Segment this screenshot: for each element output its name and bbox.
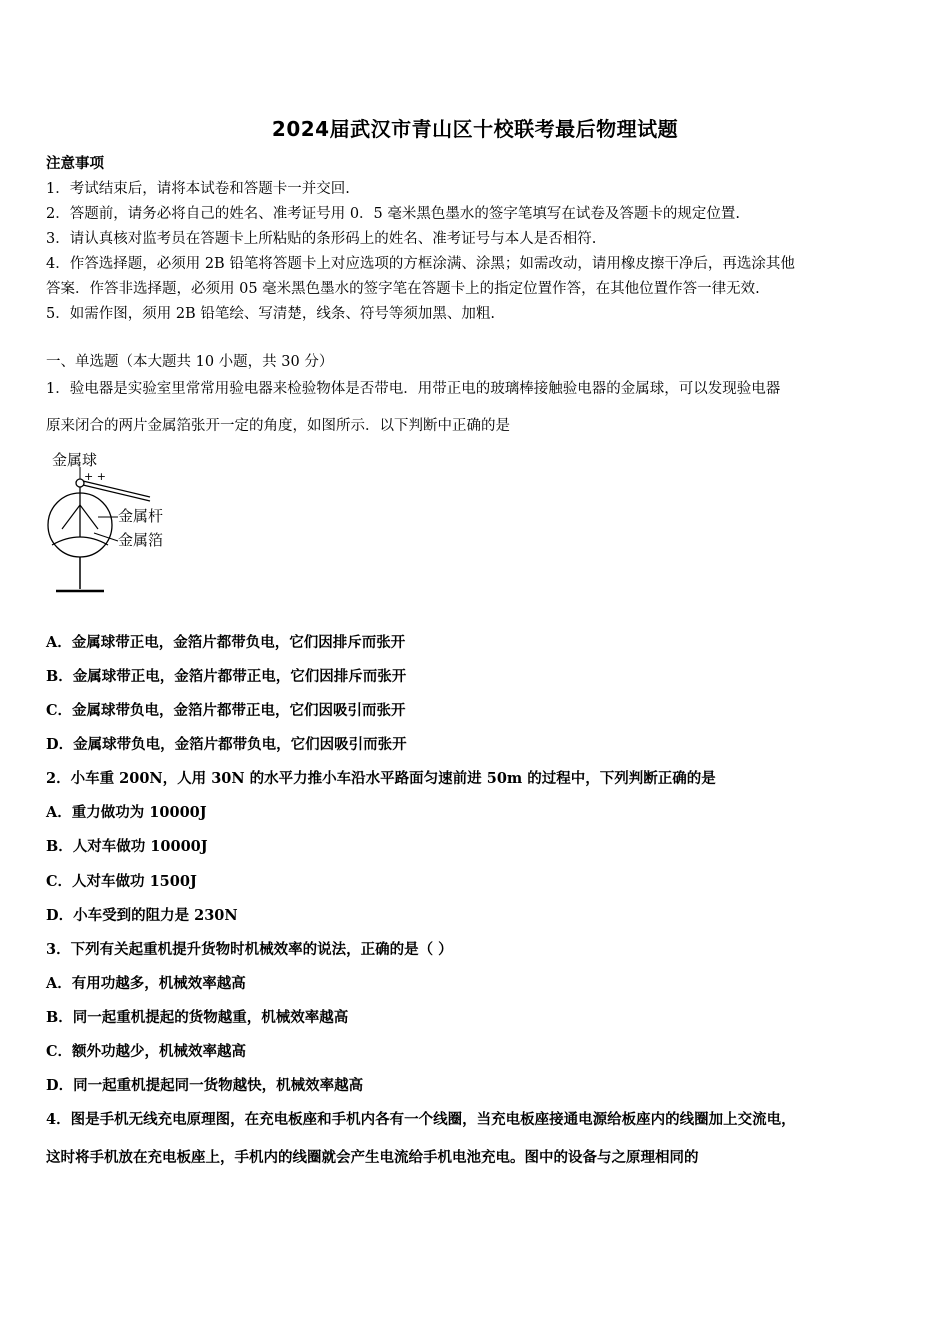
notice-item-4: 4．作答选择题，必须用 2B 铅笔将答题卡上对应选项的方框涂满、涂黑；如需改动，请用橡皮擦干净后，再选涂其他 bbox=[46, 256, 795, 272]
q3-option-d: D．同一起重机提起同一货物越快，机械效率越高 bbox=[46, 1077, 364, 1094]
label-metal-ball: 金属球 bbox=[52, 451, 98, 469]
q4-stem-line2: 这时将手机放在充电板座上，手机内的线圈就会产生电流给手机电池充电。图中的设备与之原理相同的 bbox=[46, 1149, 699, 1166]
page-title: 2024届武汉市青山区十校联考最后物理试题 bbox=[271, 117, 679, 141]
section-heading: 一、单选题（本大题共 10 小题，共 30 分） bbox=[46, 354, 334, 370]
q3-option-b: B．同一起重机提起的货物越重，机械效率越高 bbox=[46, 1009, 349, 1026]
q3-stem: 3．下列有关起重机提升货物时机械效率的说法，正确的是（ ） bbox=[46, 941, 453, 958]
q3-option-a: A．有用功越多，机械效率越高 bbox=[46, 975, 246, 992]
metal-ball bbox=[76, 479, 84, 487]
notice-heading: 注意事项 bbox=[46, 155, 104, 172]
label-charges: + + bbox=[84, 470, 106, 483]
q1-option-a: A．金属球带正电，金箔片都带负电，它们因排斥而张开 bbox=[46, 634, 406, 651]
q2-option-c: C．人对车做功 1500J bbox=[46, 873, 197, 890]
q1-stem-line1: 1．验电器是实验室里常常用验电器来检验物体是否带电．用带正电的玻璃棒接触验电器的金属球，可以发现验电器 bbox=[46, 381, 781, 397]
electroscope-figure bbox=[40, 445, 190, 605]
q1-option-b: B．金属球带正电，金箔片都带正电，它们因排斥而张开 bbox=[46, 668, 407, 685]
notice-item-4-cont: 答案．作答非选择题，必须用 05 毫米黑色墨水的签字笔在答题卡上的指定位置作答，在其他位置作答一律无效. bbox=[46, 281, 760, 297]
metal-foil-right bbox=[80, 505, 98, 529]
q2-option-b: B．人对车做功 10000J bbox=[46, 838, 208, 855]
label-metal-foil: 金属箔 bbox=[118, 531, 164, 549]
q4-stem-line1: 4．图是手机无线充电原理图，在充电板座和手机内各有一个线圈，当充电板座接通电源给板座内的线圈加上交流电， bbox=[46, 1111, 796, 1128]
label-metal-rod: 金属杆 bbox=[118, 507, 164, 525]
q2-option-d: D．小车受到的阻力是 230N bbox=[46, 907, 238, 924]
q1-option-d: D．金属球带负电，金箔片都带负电，它们因吸引而张开 bbox=[46, 736, 407, 753]
glass-rod bbox=[83, 481, 150, 497]
q3-option-c: C．额外功越少，机械效率越高 bbox=[46, 1043, 247, 1060]
notice-item-1: 1．考试结束后，请将本试卷和答题卡一并交回. bbox=[46, 181, 350, 197]
metal-foil-left bbox=[62, 505, 80, 529]
q2-stem: 2．小车重 200N，人用 30N 的水平力推小车沿水平路面匀速前进 50m 的过程中，下列判断正确的是 bbox=[46, 770, 716, 787]
q2-option-a: A．重力做功为 10000J bbox=[46, 804, 207, 821]
notice-item-5: 5．如需作图，须用 2B 铅笔绘、写清楚，线条、符号等须加黑、加粗. bbox=[46, 306, 495, 322]
notice-item-3: 3．请认真核对监考员在答题卡上所粘贴的条形码上的姓名、准考证号与本人是否相符. bbox=[46, 231, 597, 247]
notice-item-2: 2．答题前，请务必将自己的姓名、准考证号用 0．5 毫米黑色墨水的签字笔填写在试卷及答题卡的规定位置. bbox=[46, 206, 740, 222]
q1-option-c: C．金属球带负电，金箔片都带正电，它们因吸引而张开 bbox=[46, 702, 406, 719]
q1-stem-line2: 原来闭合的两片金属箔张开一定的角度，如图所示．以下判断中正确的是 bbox=[46, 418, 510, 434]
